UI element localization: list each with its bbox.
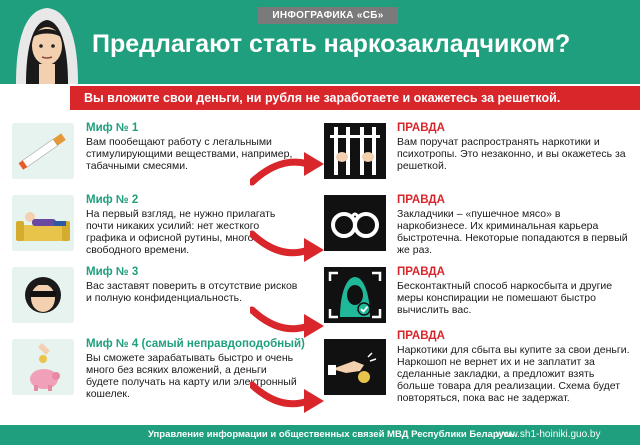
cigarette-icon	[12, 123, 74, 179]
arrow-icon	[250, 226, 325, 266]
arrow-icon	[250, 377, 325, 417]
subtitle-banner: Вы вложите свои деньги, ни рубля не заработаете и окажетесь за решеткой.	[70, 86, 640, 110]
myth-text: Вас заставят поверить в отсутствие рисков и полную конфиденциальность.	[86, 280, 298, 304]
myth-title: Миф № 3	[86, 266, 139, 278]
footer-band	[0, 425, 640, 445]
hand-coin-icon	[324, 339, 386, 395]
truth-text: Бесконтактный способ наркосбыта и другие меры конспирации не помешают быстро вычислить вас.	[397, 280, 613, 316]
myth-title: Миф № 1	[86, 122, 139, 134]
infographic-badge: ИНФОГРАФИКА «СБ»	[258, 7, 398, 24]
person-sunglasses-icon	[12, 267, 74, 323]
myth-text: Вам пообещают работу с легальными стимулирующими веществами, например, табачными смесями.	[86, 136, 293, 172]
truth-title: ПРАВДА	[397, 194, 445, 206]
myth-text: Вы сможете зарабатывать быстро и очень много без всяких вложений, а деньги будете получать на карту или электронный кошелек.	[86, 352, 297, 400]
face-recognition-icon	[324, 267, 386, 323]
prison-bars-icon	[324, 123, 386, 179]
truth-text: Вам поручат распространять наркотики и психотропы. Это незаконно, и вы окажетесь за решеткой.	[397, 136, 626, 172]
arrow-icon	[250, 302, 325, 342]
person-on-sofa-icon	[12, 195, 74, 251]
page-title: Предлагают стать наркозакладчиком?	[92, 30, 571, 58]
hooded-person-icon	[8, 2, 86, 84]
myth-title: Миф № 4 (самый неправдоподобный)	[86, 338, 305, 350]
truth-title: ПРАВДА	[397, 122, 445, 134]
truth-text: Наркотики для сбыта вы купите за свои деньги. Наркошоп не вернет их и не заплатит за сделанные закладки, а предложит взять больше товара для реализации. Схема будет повторяться, пока вас не задержат.	[397, 344, 630, 404]
truth-title: ПРАВДА	[397, 266, 445, 278]
truth-text: Закладчики – «пушечное мясо» в наркобизнесе. Их криминальная карьера быстротечна. Некоторые попадаются в первый же раз.	[397, 208, 628, 256]
myth-text: На первый взгляд, не нужно прилагать почти никаких усилий: нет жесткого графика и офисной рутины, много свободного времени.	[86, 208, 276, 256]
footer-credit: Управление информации и общественных связей МВД Республики Беларусь.	[148, 429, 518, 440]
header-band	[0, 0, 640, 84]
handcuffs-icon	[324, 195, 386, 251]
footer-website: www.sh1-hoiniki.guo.by	[496, 429, 601, 440]
piggy-bank-icon	[12, 339, 74, 395]
myth-title: Миф № 2	[86, 194, 139, 206]
truth-title: ПРАВДА	[397, 330, 445, 342]
arrow-icon	[250, 150, 325, 190]
